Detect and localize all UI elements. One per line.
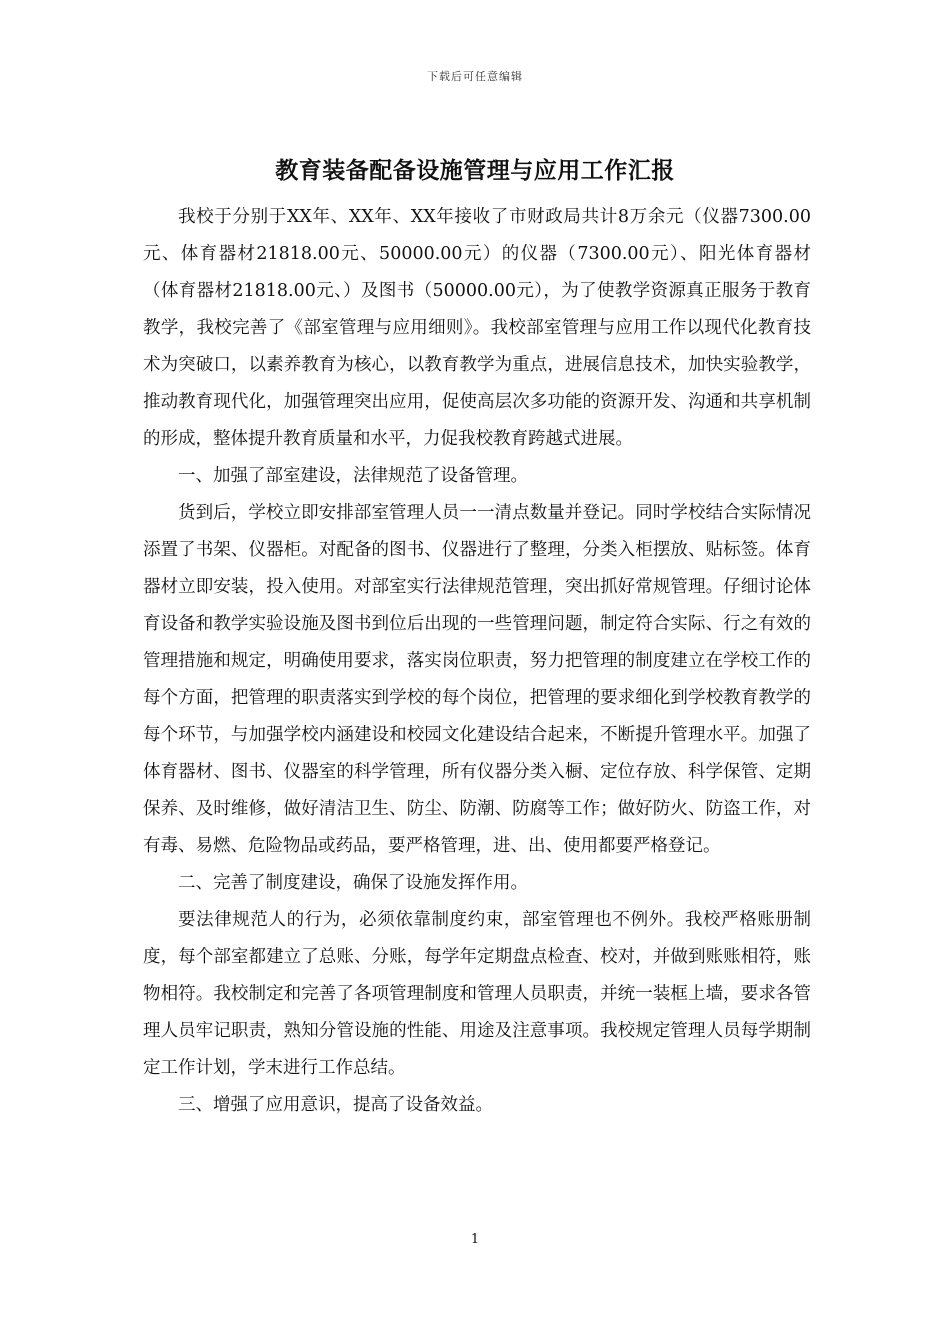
section-heading-3: 三、增强了应用意识，提高了设备效益。 (178, 1095, 493, 1115)
section-1-paragraph: 货到后，学校立即安排部室管理人员一一清点数量并登记。同时学校结合实际情况添置了书架、仪器柜。对配备的图书、仪器进行了整理，分类入柜摆放、贴标签。体育器材立即安装，投入使用。对部室实行法律规范管理，突出抓好常规管理。仔细讨论体育设备和教学实验设施及图书到位后出现的一些管理问题，制定符合实际、行之有效的管理措施和规定，明确使用要求，落实岗位职责，努力把管理的制度建立在学校工作的每个方面，把管理的职责落实到学校的每个岗位，把管理的要求细化到学校教育教学的每个环节，与加强学校内涵建设和校园文化建设结合起来，不断提升管理水平。加强了体育器材、图书、仪器室的科学管理，所有仪器分类入橱、定位存放、科学保管、定期保养、及时维修，做好清洁卫生、防尘、防潮、防腐等工作；做好防火、防盗工作，对有毒、易燃、危险物品或药品，要严格管理，进、出、使用都要严格登记。 (143, 503, 811, 856)
header-note: 下载后可任意编辑 (427, 70, 523, 83)
intro-paragraph: 我校于分别于XX年、XX年、XX年接收了市财政局共计8万余元（仪器7300.00元、体育器材21818.00元、50000.00元）的仪器（7300.00元）、阳光体育器材（体育器材21818.00元、）及图书（50000.00元），为了使教学资源真正服务于教育教学，我校完善了《部室管理与应用细则》。我校部室管理与应用工作以现代化教育技术为突破口，以素养教育为核心，以教育教学为重点，进展信息技术，加快实验教学，推动教育现代化，加强管理突出应用，促使高层次多功能的资源开发、沟通和共享机制的形成，整体提升教育质量和水平，力促我校教育跨越式进展。 (143, 207, 811, 449)
section-2-paragraph: 要法律规范人的行为，必须依靠制度约束，部室管理也不例外。我校严格账册制度，每个部室都建立了总账、分账，每学年定期盘点检查、校对，并做到账账相符，账物相符。我校制定和完善了各项管理制度和管理人员职责，并统一装框上墙，要求各管理人员牢记职责，熟知分管设施的性能、用途及注意事项。我校规定管理人员每学期制定工作计划，学末进行工作总结。 (143, 910, 811, 1078)
section-heading-2: 二、完善了制度建设，确保了设施发挥作用。 (178, 873, 528, 893)
document-body (143, 199, 811, 1124)
section-heading-1: 一、加强了部室建设，法律规范了设备管理。 (178, 466, 528, 486)
page-number: 1 (470, 1232, 480, 1247)
document-title: 教育装备配备设施管理与应用工作汇报 (275, 158, 675, 184)
